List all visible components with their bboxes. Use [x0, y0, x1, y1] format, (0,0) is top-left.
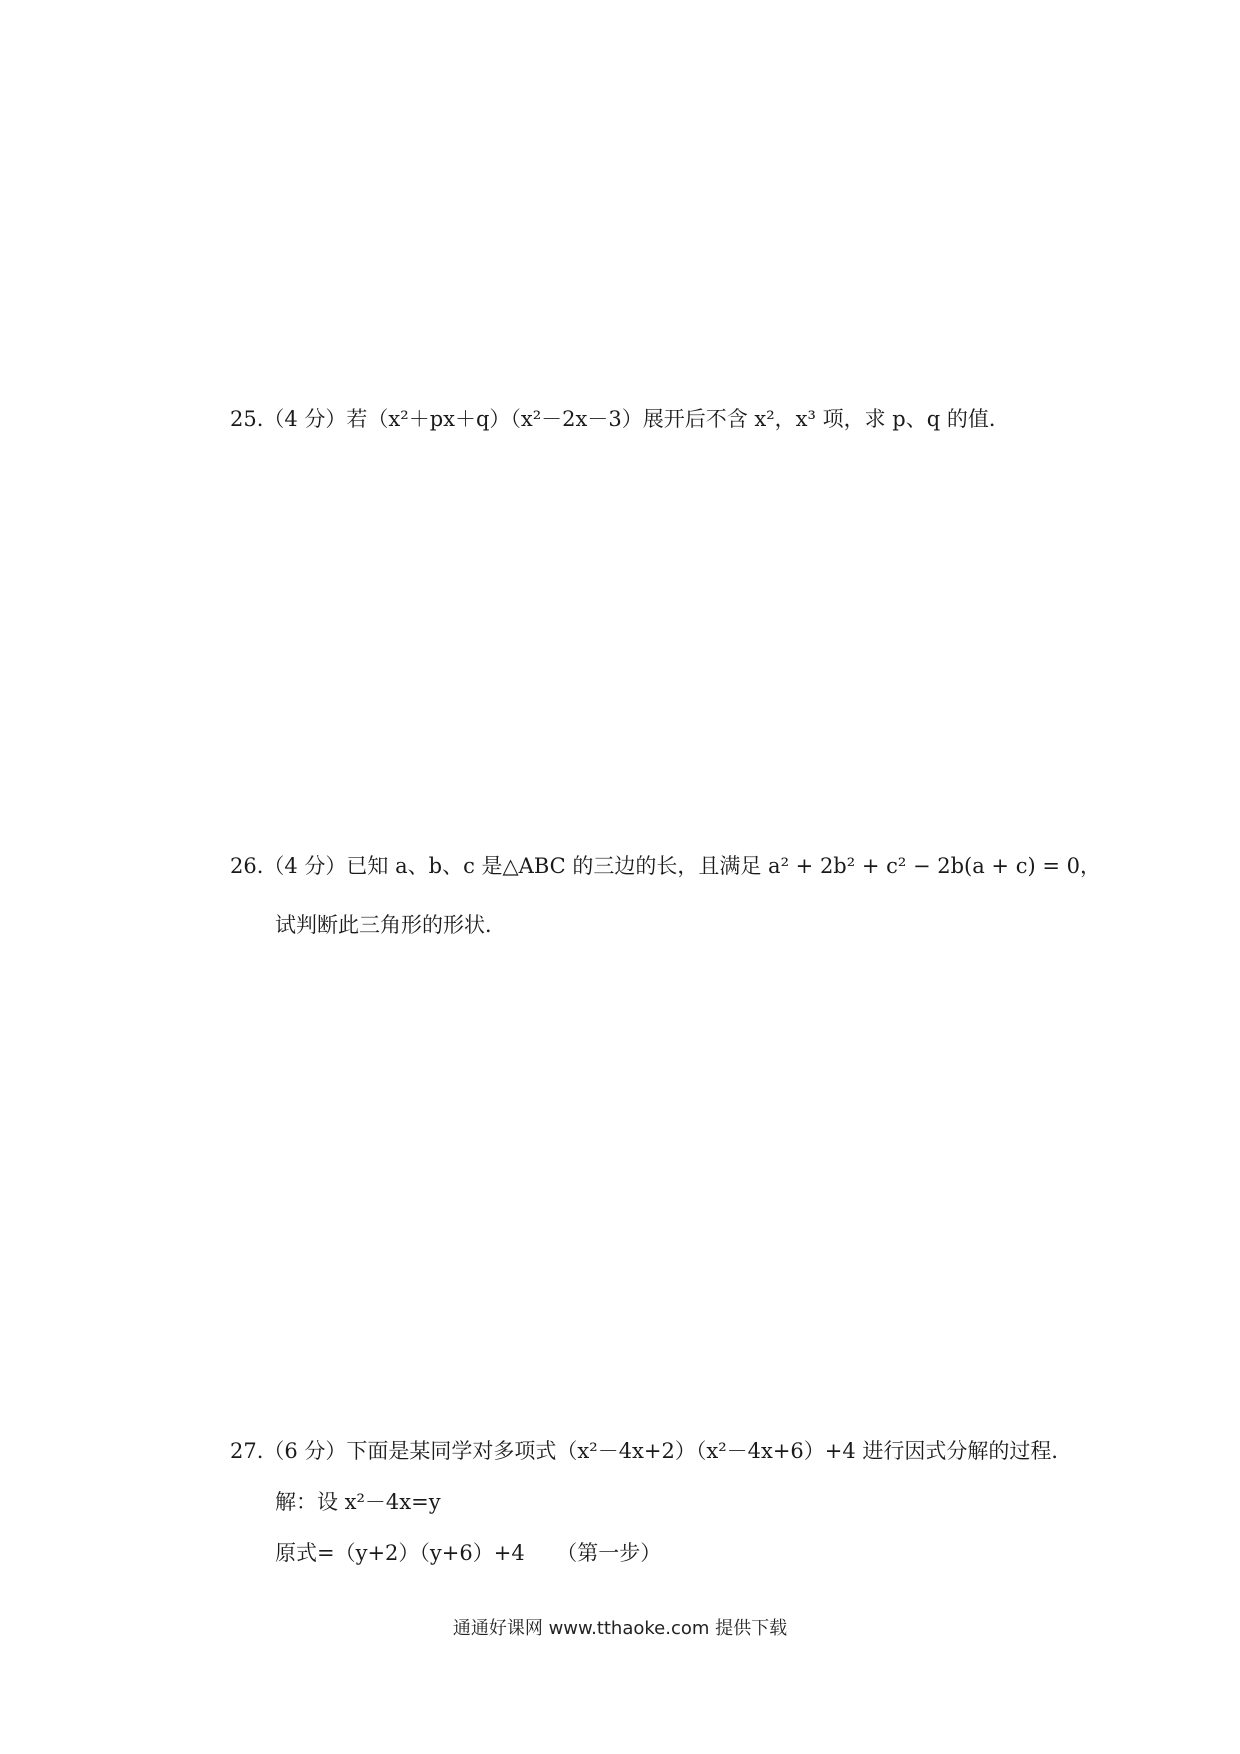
- question-27-line-1: 27.（6 分）下面是某同学对多项式（x²－4x+2）（x²－4x+6）+4 进行因式分解的过程．: [230, 1439, 1073, 1463]
- question-26-line-2: 试判断此三角形的形状．: [275, 913, 506, 937]
- question-27-solution-line-1: 解：设 x²－4x=y: [275, 1490, 441, 1514]
- question-25: 25.（4 分）若（x²＋px＋q）（x²－2x－3）展开后不含 x²，x³ 项，求 p、q 的值．: [230, 407, 1010, 431]
- page-footer: 通通好课网 www.tthaoke.com 提供下载: [452, 1618, 788, 1639]
- question-26-line-1: 26.（4 分）已知 a、b、c 是△ABC 的三边的长，且满足 a² + 2b² + c² − 2b(a + c) = 0，: [230, 854, 1101, 878]
- question-27-solution-line-2: 原式=（y+2）（y+6）+4 （第一步）: [275, 1541, 662, 1565]
